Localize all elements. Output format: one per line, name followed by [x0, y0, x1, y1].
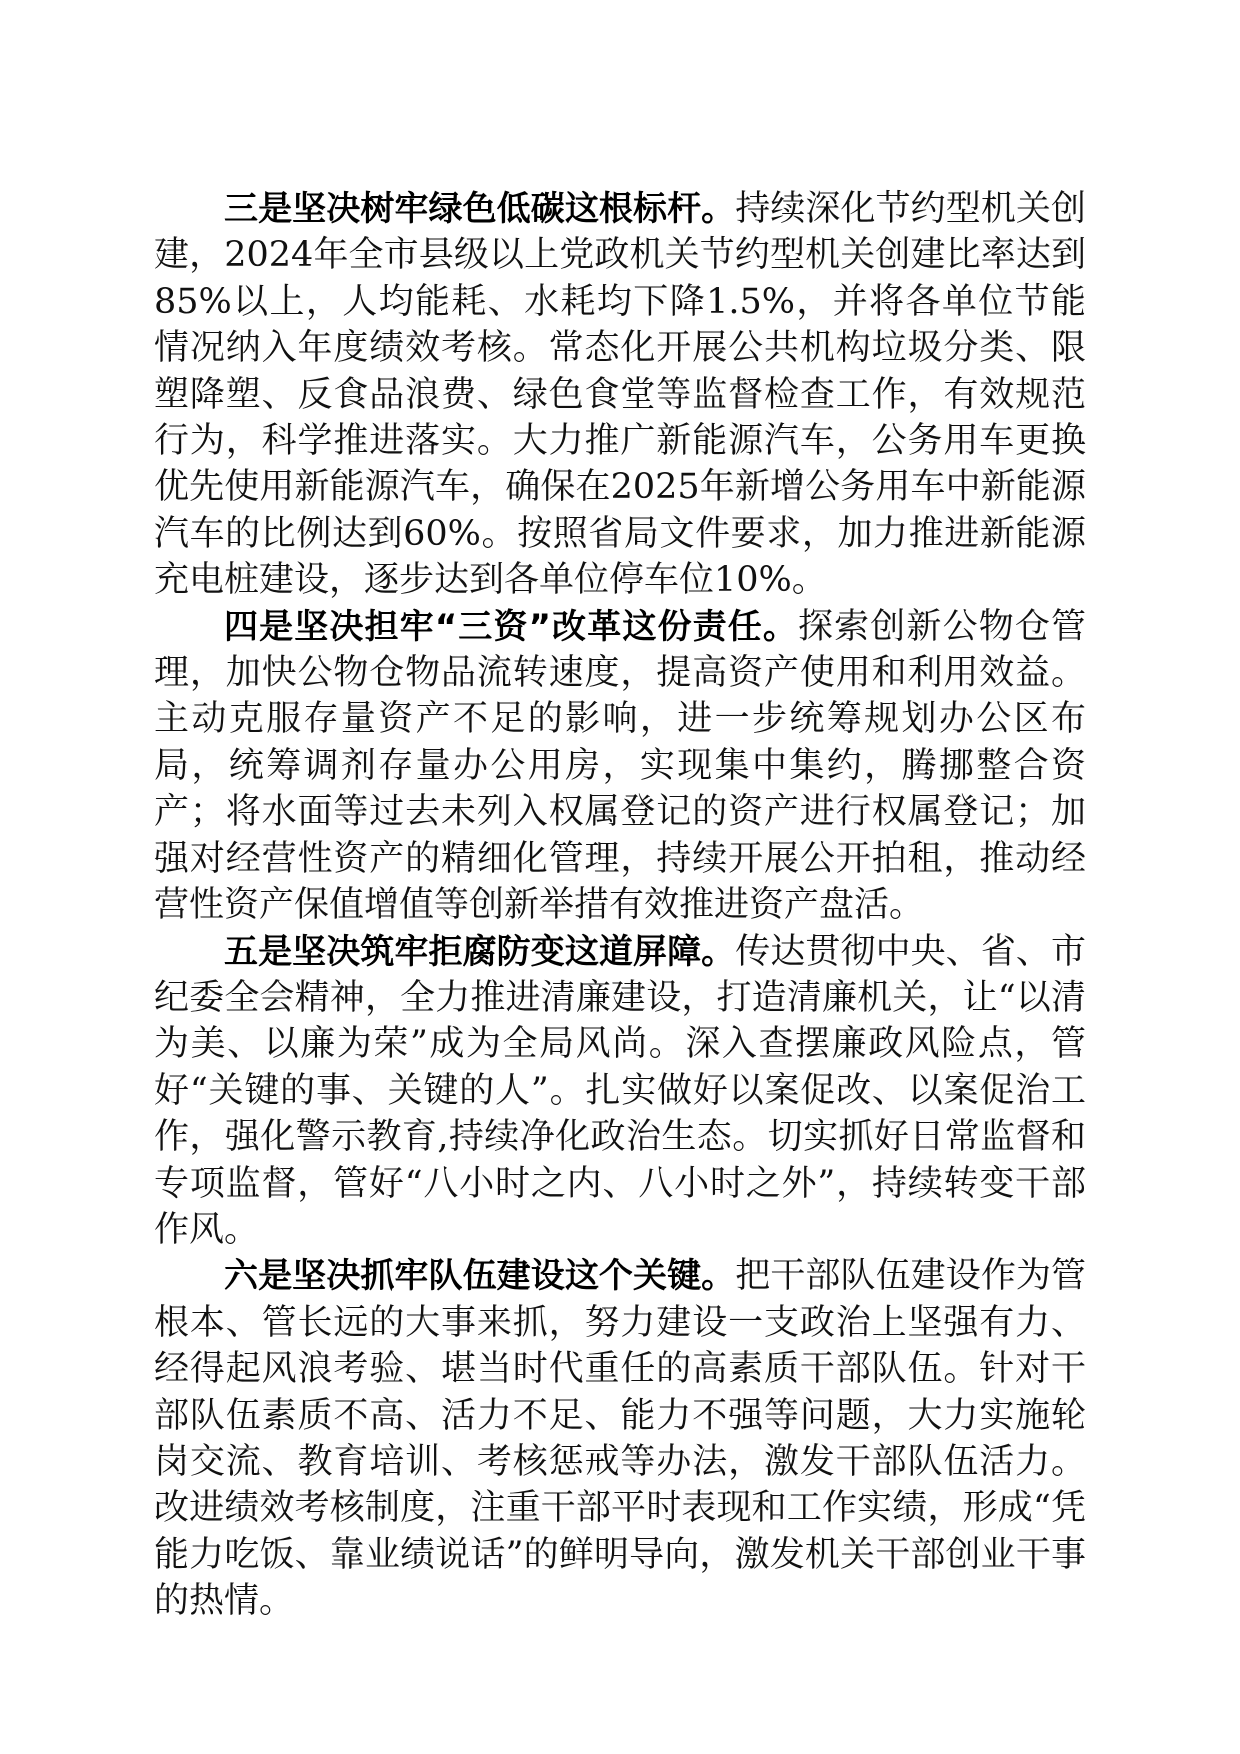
paragraph-text: 探索创新公物仓管理，加快公物仓物品流转速度，提高资产使用和利用效益。主动克服存量资产不足的影响，进一步统筹规划办公区布局，统筹调剂存量办公用房，实现集中集约，腾挪整合资产；将水面等过去未列入权属登记的资产进行权属登记；加强对经营性资产的精细化管理，持续开展公开拍租，推动经营性资产保值增值等创新举措有效推进资产盘活。: [154, 606, 1086, 926]
paragraph-text: 传达贯彻中央、省、市纪委全会精神，全力推进清廉建设，打造清廉机关，让“以清为美、以廉为荣”成为全局风尚。深入查摆廉政风险点，管好“关键的事、关键的人”。扎实做好以案促改、以案促治工作，强化警示教育,持续净化政治生态。切实抓好日常监督和专项监督，管好“八小时之内、八小时之外”，持续转变干部作风。: [154, 931, 1086, 1250]
paragraph-text: 持续深化节约型机关创建，2024年全市县级以上党政机关节约型机关创建比率达到85%以上，人均能耗、水耗均下降1.5%，并将各单位节能情况纳入年度绩效考核。常态化开展公共机构垃圾分类、限塑降塑、反食品浪费、绿色食堂等监督检查工作，有效规范行为，科学推进落实。大力推广新能源汽车，公务用车更换优先使用新能源汽车，确保在2025年新增公务用车中新能源汽车的比例达到60%。按照省局文件要求，加力推进新能源充电桩建设，逐步达到各单位停车位10%。: [154, 189, 1086, 601]
paragraph-anti-corruption: [154, 929, 1086, 1254]
paragraph-lead: 六是坚决抓牢队伍建设这个关键。: [224, 1256, 736, 1297]
paragraph-team-building: [154, 1253, 1086, 1624]
paragraph-three-assets-reform: [154, 604, 1086, 929]
paragraph-green-low-carbon: [154, 186, 1086, 604]
document-body: [154, 186, 1086, 1625]
paragraph-lead: 四是坚决担牢“三资”改革这份责任。: [224, 606, 799, 647]
paragraph-lead: 五是坚决筑牢拒腐防变这道屏障。: [224, 931, 736, 972]
paragraph-text: 把干部队伍建设作为管根本、管长远的大事来抓，努力建设一支政治上坚强有力、经得起风浪考验、堪当时代重任的高素质干部队伍。针对干部队伍素质不高、活力不足、能力不强等问题，大力实施轮岗交流、教育培训、考核惩戒等办法，激发干部队伍活力。改进绩效考核制度，注重干部平时表现和工作实绩，形成“凭能力吃饭、靠业绩说话”的鲜明导向，激发机关干部创业干事的热情。: [154, 1256, 1086, 1622]
paragraph-lead: 三是坚决树牢绿色低碳这根标杆。: [224, 189, 736, 229]
